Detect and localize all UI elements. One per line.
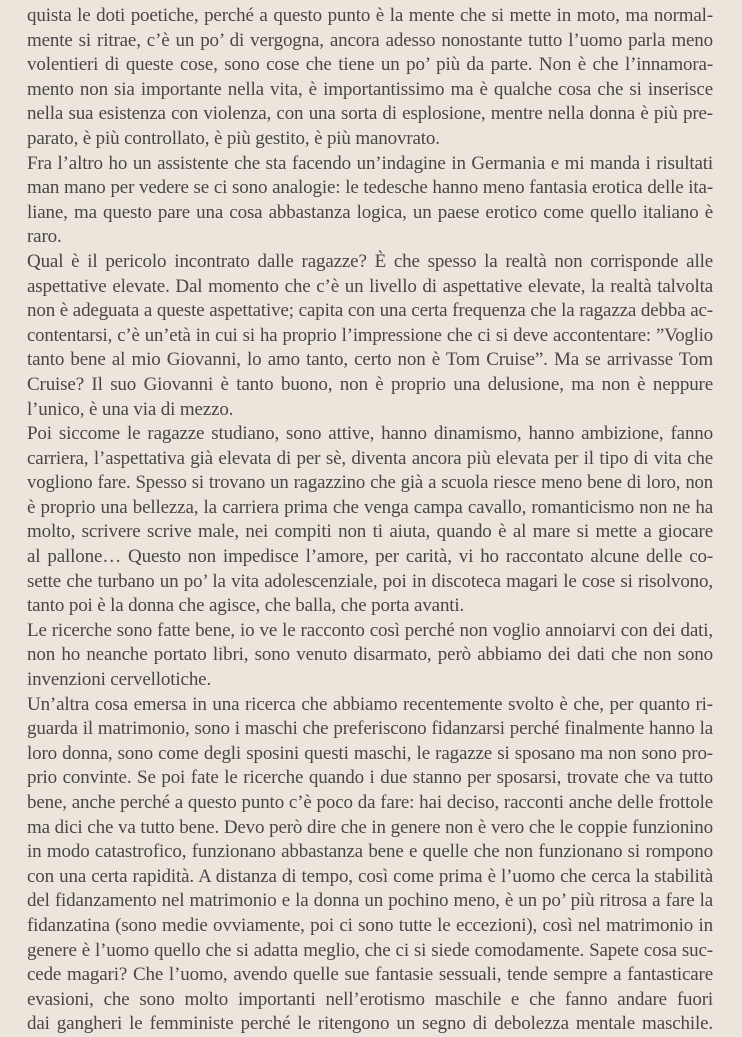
document-page: [27, 4, 713, 1037]
text-line: loro donna, sono come degli sposini questi maschi, le ragazze si sposano ma non sono pro-: [27, 742, 713, 764]
text-line: con una certa rapidità. A distanza di tempo, così come prima è l’uomo che cerca la stabilità: [27, 865, 713, 887]
text-line: cede magari? Che l’uomo, avendo quelle sue fantasie sessuali, tende sempre a fantasticare: [27, 964, 713, 986]
text-line: parato, è più controllato, è più gestito, è più manovrato.: [27, 127, 440, 149]
paragraph: [27, 250, 713, 422]
text-line: tanto poi è la donna che agisce, che balla, che porta avanti.: [27, 595, 465, 617]
text-line: vogliono fare. Spesso si trovano un ragazzino che già a scuola riesce meno bene di loro, non: [27, 472, 713, 494]
text-line: Le ricerche sono fatte bene, io ve le racconto così perché non voglio annoiarvi con dei dati,: [27, 619, 713, 641]
text-line: nella sua esistenza con violenza, con una sorta di esplosione, mentre nella donna è più pre-: [27, 103, 713, 125]
text-line: Fra l’altro ho un assistente che sta facendo un’indagine in Germania e mi manda i risultati: [27, 152, 713, 174]
text-line: liane, ma questo pare una cosa abbastanza logica, un paese erotico come quello italiano è: [27, 201, 713, 223]
text-line: del fidanzamento nel matrimonio e la donna un pochino meno, è un po’ più ritrosa a fare la: [27, 890, 713, 912]
text-line: ma dici che va tutto bene. Devo però dire che in genere non è vero che le coppie funzionino: [27, 816, 713, 838]
text-line: Qual è il pericolo incontrato dalle ragazze? È che spesso la realtà non corrisponde alle: [27, 250, 713, 272]
text-line: genere è l’uomo quello che si adatta meglio, che ci si siede comodamente. Sapete cosa suc-: [27, 939, 713, 961]
text-line: molto, scrivere scrive male, nei compiti non ti aiuta, quando è al mare si mette a giocare: [27, 521, 713, 543]
text-line: aspettative elevate. Dal momento che c’è un livello di aspettative elevate, la realtà talvolta: [27, 275, 713, 297]
text-line: bene, anche perché a questo punto c’è poco da fare: hai deciso, racconti anche delle frottole: [27, 792, 713, 813]
text-line: dai gangheri le femministe perché le ritengono un segno di debolezza mentale maschile.: [27, 1013, 713, 1035]
text-line: mente si ritrae, c’è un po’ di vergogna, ancora adesso nonostante tutto l’uomo parla meno: [27, 29, 713, 51]
paragraph: [27, 422, 713, 619]
text-line: prio convinte. Se poi fate le ricerche quando i due stanno per sposarsi, trovate che va tutto: [27, 767, 713, 789]
text-line: sette che turbano un po’ la vita adolescenziale, poi in discoteca magari le cose si risolvono,: [27, 570, 713, 592]
text-line: guarda il matrimonio, sono i maschi che preferiscono fidanzarsi perché finalmente hanno la: [27, 718, 713, 740]
text-line: volentieri di queste cose, sono cose che tiene un po’ più da parte. Non è che l’innamora-: [27, 54, 713, 76]
text-line: mento non sia importante nella vita, è importantissimo ma è qualche cosa che si inserisce: [27, 78, 713, 100]
text-line: l’unico, è una via di mezzo.: [27, 398, 234, 420]
text-line: in modo catastrofico, funzionano abbastanza bene e quelle che non funzionano si rompono: [27, 841, 713, 863]
paragraph: [27, 152, 713, 250]
text-line: non ho neanche portato libri, sono venuto disarmato, però abbiamo dei dati che non sono: [27, 644, 713, 666]
text-line: man mano per vedere se ci sono analogie: le tedesche hanno meno fantasia erotica delle ita-: [27, 177, 713, 199]
text-line: quista le doti poetiche, perché a questo punto è la mente che si mette in moto, ma normal-: [27, 5, 713, 26]
text-line: fidanzatina (sono medie ovviamente, poi ci sono tutte le eccezioni), così nel matrimonio in: [27, 914, 713, 936]
text-line: Un’altra cosa emersa in una ricerca che abbiamo recentemente svolto è che, per quanto ri-: [27, 693, 713, 715]
paragraph: [27, 4, 713, 152]
text-line: evasioni, che sono molto importanti nell’erotismo maschile e che fanno andare fuori: [27, 988, 713, 1010]
paragraph: [27, 619, 713, 693]
text-line: è proprio una bellezza, la carriera prima che venga campa cavallo, romanticismo non ne ha: [27, 496, 713, 518]
text-line: non è adeguata a queste aspettative; capita con una certa frequenza che la ragazza debba ac-: [27, 300, 713, 322]
text-line: carriera, l’aspettativa già elevata di per sè, diventa ancora più elevata per il tipo di vita che: [27, 447, 713, 469]
text-line: tanto bene al mio Giovanni, lo amo tanto, certo non è Tom Cruise”. Ma se arrivasse Tom: [27, 349, 713, 371]
paragraph: [27, 693, 713, 1037]
text-line: invenzioni cervellotiche.: [27, 669, 212, 691]
text-line: Cruise? Il suo Giovanni è tanto buono, non è proprio una delusione, ma non è neppure: [27, 373, 713, 395]
text-line: al pallone… Questo non impedisce l’amore, per carità, vi ho raccontato alcune delle co-: [27, 546, 713, 568]
text-line: raro.: [27, 226, 62, 248]
text-line: Poi siccome le ragazze studiano, sono attive, hanno dinamismo, hanno ambizione, fanno: [27, 423, 713, 445]
text-line: contentarsi, c’è un’età in cui si ha proprio l’impressione che ci si deve accontentare: ”Voglio: [27, 324, 713, 346]
